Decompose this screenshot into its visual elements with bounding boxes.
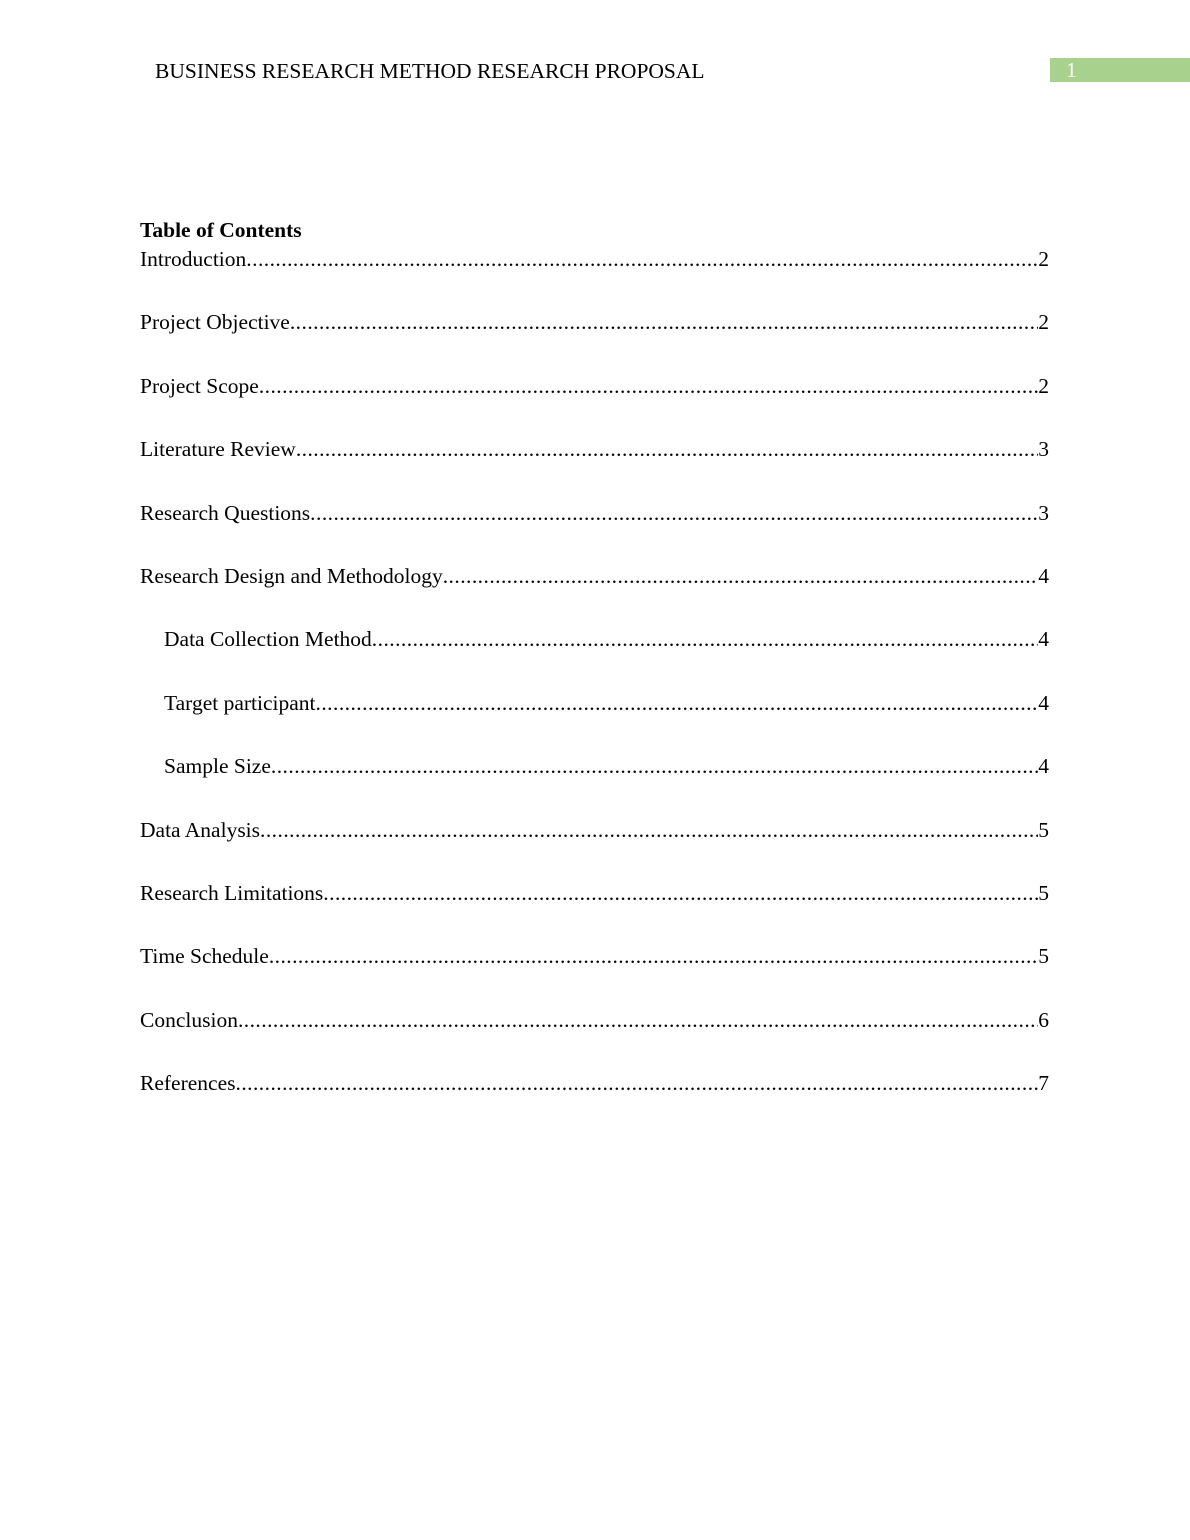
- toc-entry-page-number: 5: [1038, 817, 1049, 842]
- toc-entry[interactable]: [140, 1006, 1049, 1034]
- toc-entry-label: Research Design and Methodology: [140, 563, 443, 588]
- toc-dot-leader: [316, 689, 1039, 717]
- toc-entry-label: Research Limitations: [140, 880, 324, 905]
- toc-entry[interactable]: [140, 562, 1049, 590]
- toc-entry-page-number: 2: [1038, 310, 1049, 335]
- toc-dot-leader: [443, 562, 1039, 590]
- toc-entry-page-number: 5: [1038, 944, 1049, 969]
- toc-dot-leader: [269, 942, 1038, 970]
- toc-entry[interactable]: [140, 499, 1049, 527]
- page-number-badge: [1050, 58, 1190, 82]
- toc-entry[interactable]: [140, 1069, 1049, 1097]
- toc-dot-leader: [290, 308, 1038, 336]
- toc-dot-leader: [271, 752, 1038, 780]
- toc-entry-page-number: 6: [1038, 1007, 1049, 1032]
- toc-entry-label: Conclusion: [140, 1007, 238, 1032]
- toc-entry-page-number: 4: [1038, 754, 1049, 779]
- toc-entry-page-number: 3: [1038, 500, 1049, 525]
- toc-entry-label: Data Analysis: [140, 817, 261, 842]
- toc-entry[interactable]: [140, 435, 1049, 463]
- toc-entry[interactable]: [140, 372, 1049, 400]
- toc-entry-page-number: 3: [1038, 437, 1049, 462]
- toc-dot-leader: [372, 625, 1038, 653]
- toc-entry-page-number: 2: [1038, 373, 1049, 398]
- toc-entry-page-number: 4: [1038, 563, 1049, 588]
- toc-dot-leader: [236, 1069, 1039, 1097]
- toc-dot-leader: [246, 245, 1038, 273]
- toc-entry-page-number: 2: [1038, 247, 1049, 271]
- toc-entry-label: Project Scope: [140, 373, 259, 398]
- toc-entry-label: Research Questions: [140, 500, 311, 525]
- toc-entry[interactable]: [140, 752, 1049, 780]
- toc-entry[interactable]: [140, 245, 1049, 273]
- page-number: 1: [1066, 58, 1077, 82]
- toc-dot-leader: [238, 1006, 1038, 1034]
- toc-entry-label: Time Schedule: [140, 944, 269, 969]
- toc-dot-leader: [323, 879, 1038, 907]
- toc-dot-leader: [310, 499, 1038, 527]
- toc-entry-label: Literature Review: [140, 437, 296, 462]
- toc-dot-leader: [259, 372, 1038, 400]
- toc-dot-leader: [260, 816, 1038, 844]
- toc-title: Table of Contents: [140, 218, 302, 242]
- toc-entry[interactable]: [140, 625, 1049, 653]
- toc-entry[interactable]: [140, 816, 1049, 844]
- toc-entry[interactable]: [140, 879, 1049, 907]
- running-header-title: BUSINESS RESEARCH METHOD RESEARCH PROPOSAL: [155, 59, 705, 83]
- toc-entry-label: Data Collection Method: [164, 627, 372, 652]
- toc-entry-label: References: [140, 1071, 236, 1096]
- toc-dot-leader: [296, 435, 1038, 463]
- toc-entry-label: Introduction: [140, 247, 247, 271]
- toc-entry-page-number: 5: [1038, 880, 1049, 905]
- toc-entry[interactable]: [140, 308, 1049, 336]
- table-of-contents: [140, 216, 1049, 1132]
- toc-entry-page-number: 4: [1038, 627, 1049, 652]
- toc-entry[interactable]: [140, 689, 1049, 717]
- toc-entry-page-number: 4: [1038, 690, 1049, 715]
- toc-entry-label: Sample Size: [164, 754, 271, 779]
- toc-entry-label: Target participant: [164, 690, 316, 715]
- toc-entry[interactable]: [140, 942, 1049, 970]
- toc-entry-label: Project Objective: [140, 310, 290, 335]
- toc-entry-page-number: 7: [1038, 1071, 1049, 1096]
- toc-entry-list: [140, 245, 1049, 1097]
